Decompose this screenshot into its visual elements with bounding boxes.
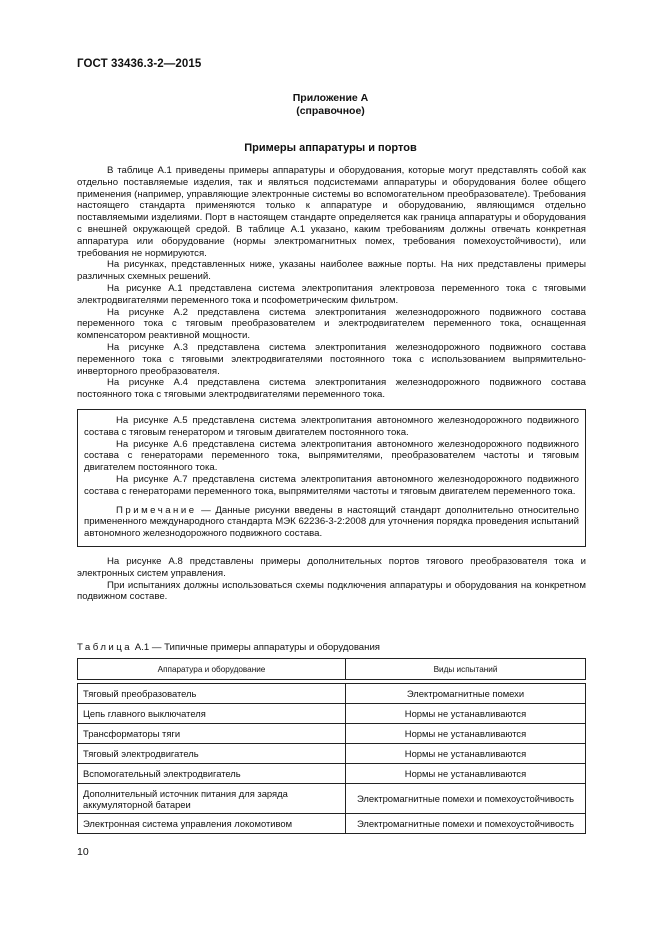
equipment-cell: Дополнительный источник питания для заряда аккумуляторной батареи: [78, 784, 346, 814]
table-caption: [77, 642, 380, 653]
test-type-cell: Нормы не устанавливаются: [346, 764, 586, 784]
annex-subtitle: (справочное): [296, 105, 365, 117]
note-text: — Данные рисунки введены в настоящий стандарт дополнительно относительно примененного международного стандарта МЭК 62236-3-2:2008 для уточнения порядка проведения испытаний автономного железнодорожного подвижного состава.: [84, 504, 579, 540]
boxed-paragraph: На рисунке А.6 представлена система электропитания автономного железнодорожного подвижного состава с генераторами переменного тока, выпрямителями, преобразователем частоты и тяговым двигателем постоянного тока.: [84, 438, 579, 474]
test-type-cell: Электромагнитные помехи и помехоустойчивость: [346, 784, 586, 814]
table-caption-label: Таблица: [77, 642, 133, 653]
paragraph: На рисунке А.4 представлена система электропитания железнодорожного подвижного состава постоянного тока с тяговыми электродвигателями переменного тока.: [77, 377, 586, 401]
table-caption-text: А.1 — Типичные примеры аппаратуры и оборудования: [132, 642, 380, 653]
paragraph: На рисунке А.1 представлена система электропитания электровоза переменного тока с тяговыми электродвигателями переменного тока и псофометрическим фильтром.: [77, 282, 586, 306]
paragraph: На рисунке А.8 представлены примеры дополнительных портов тягового преобразователя тока и электронных систем управления.: [77, 555, 586, 579]
paragraph: При испытаниях должны использоваться схемы подключения аппаратуры и оборудования на конкретном подвижном составе.: [77, 579, 586, 603]
test-type-cell: Нормы не устанавливаются: [346, 704, 586, 724]
table-row: [78, 724, 586, 744]
after-box-text: [77, 556, 586, 603]
table-row: [78, 684, 586, 704]
equipment-cell: Тяговый преобразователь: [78, 684, 346, 704]
section-title: Примеры аппаратуры и портов: [244, 142, 417, 154]
equipment-cell: Трансформаторы тяги: [78, 724, 346, 744]
paragraph: В таблице А.1 приведены примеры аппаратуры и оборудования, которые могут представлять собой как отдельно поставляемые изделия, так и являться подсистемами аппаратуры и оборудования более общего применения (например, управляющие электронные системы во вспомогательном преобразователе). Требования настоящего стандарта применяются только к аппаратуре и оборудованию, являющимся отдельно поставляемыми изделиями. Порт в настоящем стандарте определяется как граница аппаратуры и оборудования с внешней окружающей средой. В таблице А.1 указано, каким требованиям должны отвечать конкретная аппаратура или оборудование (нормы электромагнитных помех, требования помехоустойчивости), или требования не нормируются.: [77, 165, 586, 259]
test-type-cell: Нормы не устанавливаются: [346, 744, 586, 764]
equipment-cell: Цепь главного выключателя: [78, 704, 346, 724]
equipment-cell: Вспомогательный электродвигатель: [78, 764, 346, 784]
document-header: ГОСТ 33436.3-2—2015: [77, 58, 202, 70]
boxed-insertion: [77, 409, 586, 547]
test-type-cell: Электромагнитные помехи и помехоустойчивость: [346, 814, 586, 834]
equipment-table: [77, 658, 586, 834]
note: [84, 505, 579, 540]
table-row: [78, 814, 586, 834]
paragraph: На рисунках, представленных ниже, указаны наиболее важные порты. На них представлены примеры различных схемных решений.: [77, 259, 586, 283]
body-text: [77, 165, 586, 603]
table-row: [78, 744, 586, 764]
annex-heading: [0, 92, 661, 118]
table-header-row: [78, 659, 586, 680]
note-label: Примечание: [116, 504, 197, 516]
boxed-paragraph: На рисунке А.5 представлена система электропитания автономного железнодорожного подвижного состава с тяговым генератором и тяговым двигателем постоянного тока.: [84, 414, 579, 438]
paragraph: На рисунке А.3 представлена система электропитания железнодорожного подвижного состава переменного тока с тяговыми электродвигателями постоянного тока с использованием выпрямительно-инверторного преобразователя.: [77, 341, 586, 377]
column-header: Виды испытаний: [346, 659, 586, 680]
table-row: [78, 784, 586, 814]
equipment-cell: Тяговый электродвигатель: [78, 744, 346, 764]
paragraph: На рисунке А.2 представлена система электропитания железнодорожного подвижного состава переменного тока с тяговым преобразователем и электродвигателем переменного тока, оснащенная компенсатором реактивной мощности.: [77, 306, 586, 342]
annex-title: Приложение А: [292, 92, 369, 104]
column-header: Аппаратура и оборудование: [78, 659, 346, 680]
table-row: [78, 704, 586, 724]
test-type-cell: Электромагнитные помехи: [346, 684, 586, 704]
boxed-paragraph: На рисунке А.7 представлена система электропитания автономного железнодорожного подвижного состава с генераторами переменного тока, выпрямителями частоты и тяговым двигателем переменного тока.: [84, 473, 579, 497]
equipment-cell: Электронная система управления локомотивом: [78, 814, 346, 834]
table-row: [78, 764, 586, 784]
test-type-cell: Нормы не устанавливаются: [346, 724, 586, 744]
page-number: 10: [77, 846, 89, 858]
